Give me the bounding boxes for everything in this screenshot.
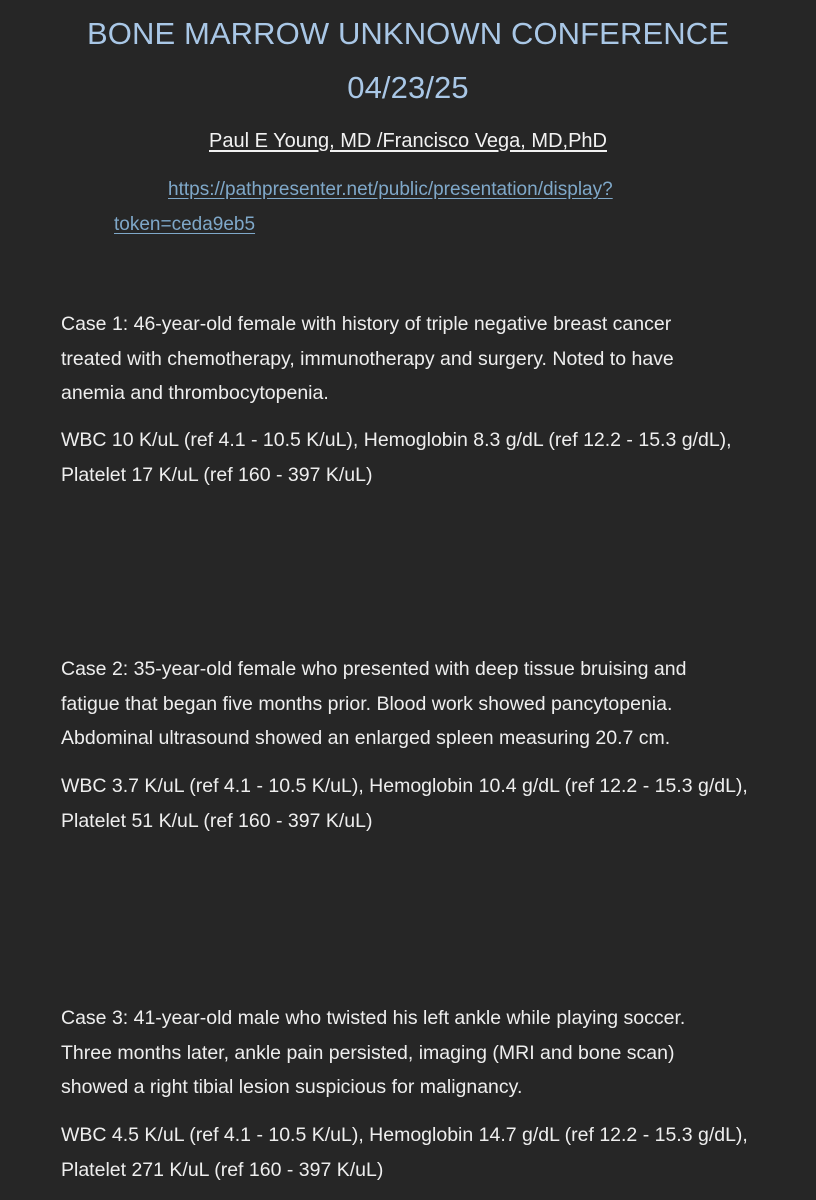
case-3-description — [61, 1001, 801, 1105]
case-3-description-line: Case 3: 41-year-old male who twisted his left ankle while playing soccer. — [61, 1007, 686, 1029]
case-1-labs-line: WBC 10 K/uL (ref 4.1 - 10.5 K/uL), Hemoglobin 8.3 g/dL (ref 12.2 - 15.3 g/dL), — [61, 429, 732, 451]
case-1-description-line: Case 1: 46-year-old female with history of triple negative breast cancer — [61, 313, 672, 335]
case-1-description-line: treated with chemotherapy, immunotherapy and surgery. Noted to have — [61, 347, 674, 370]
case-3-labs-line: WBC 4.5 K/uL (ref 4.1 - 10.5 K/uL), Hemoglobin 14.7 g/dL (ref 12.2 - 15.3 g/dL), — [61, 1124, 748, 1146]
presentation-link-token[interactable]: token=ceda9eb5 — [114, 214, 256, 235]
case-2-description-line: fatigue that began five months prior. Blood work showed pancytopenia. — [61, 692, 673, 715]
case-2-description-line: Case 2: 35-year-old female who presented with deep tissue bruising and — [61, 658, 687, 680]
case-2-description-line: Abdominal ultrasound showed an enlarged spleen measuring 20.7 cm. — [61, 727, 671, 749]
case-3-labs-line: Platelet 271 K/uL (ref 160 - 397 K/uL) — [61, 1158, 384, 1181]
case-2-description — [61, 652, 801, 756]
conference-date: 04/23/25 — [347, 70, 469, 105]
case-1-description-line: anemia and thrombocytopenia. — [61, 382, 329, 404]
presentation-link[interactable]: https://pathpresenter.net/public/presentation/display? — [168, 179, 613, 200]
case-1-labs-line: Platelet 17 K/uL (ref 160 - 397 K/uL) — [61, 463, 373, 486]
case-2-labs — [61, 769, 801, 838]
case-3-description-line: showed a right tibial lesion suspicious for malignancy. — [61, 1076, 523, 1098]
case-3-labs — [61, 1118, 801, 1187]
case-2-labs-line: WBC 3.7 K/uL (ref 4.1 - 10.5 K/uL), Hemoglobin 10.4 g/dL (ref 12.2 - 15.3 g/dL), — [61, 775, 748, 797]
case-1-labs — [61, 423, 801, 492]
case-3-description-line: Three months later, ankle pain persisted, imaging (MRI and bone scan) — [61, 1041, 675, 1064]
conference-title: BONE MARROW UNKNOWN CONFERENCE — [87, 16, 729, 51]
case-1-description — [61, 307, 801, 411]
presenter-names: Paul E Young, MD /Francisco Vega, MD,PhD — [209, 130, 607, 152]
case-2-labs-line: Platelet 51 K/uL (ref 160 - 397 K/uL) — [61, 809, 373, 832]
